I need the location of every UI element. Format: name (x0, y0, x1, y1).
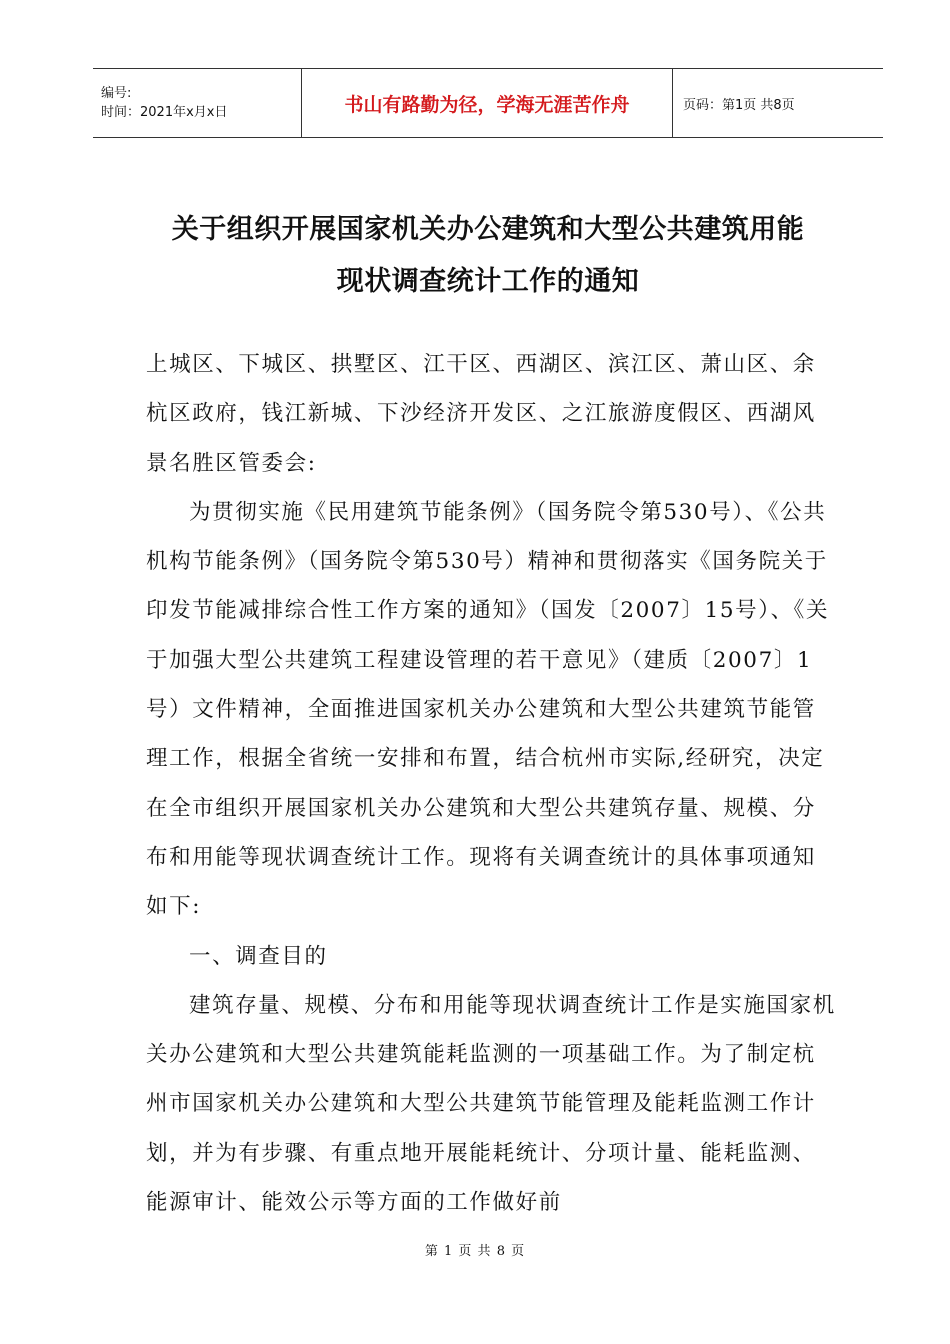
header-motto-cell (302, 69, 673, 137)
number-label: 编号: (101, 86, 132, 101)
header-info-cell (93, 69, 302, 137)
intro-paragraph: 为贯彻实施《民用建筑节能条例》（国务院令第530号）、《公共机构节能条例》（国务院令第530号）精神和贯彻落实《国务院关于印发节能减排综合性工作方案的通知》（国发〔2007〕15号）、《关于加强大型公共建筑工程建设管理的若干意见》（建质〔2007〕1号）文件精神，全面推进国家机关办公建筑和大型公共建筑节能管理工作，根据全省统一安排和布置，结合杭州市实际,经研究，决定在全市组织开展国家机关办公建筑和大型公共建筑存量、规模、分布和用能等现状调查统计工作。现将有关调查统计的具体事项通知如下: (146, 499, 830, 920)
purpose-paragraph: 建筑存量、规模、分布和用能等现状调查统计工作是实施国家机关办公建筑和大型公共建筑能耗监测的一项基础工作。为了制定杭州市国家机关办公建筑和大型公共建筑节能管理及能耗监测工作计划，并为有步骤、有重点地开展能耗统计、分项计量、能耗监测、能源审计、能效公示等方面的工作做好前 (146, 992, 836, 1216)
document-header (93, 68, 883, 138)
section-heading-purpose: 一、调查目的 (189, 943, 328, 969)
motto-text: 书山有路勤为径，学海无涯苦作舟 (344, 93, 630, 116)
document-body (146, 340, 836, 1227)
title-line-2: 现状调查统计工作的通知 (336, 266, 640, 297)
addressee-paragraph: 上城区、下城区、拱墅区、江干区、西湖区、滨江区、萧山区、余杭区政府，钱江新城、下沙经济开发区、之江旅游度假区、西湖风景名胜区管委会: (146, 352, 816, 476)
document-title (93, 204, 883, 308)
page-label: 页码：第1页 共8页 (683, 97, 795, 113)
title-line-1: 关于组织开展国家机关办公建筑和大型公共建筑用能 (171, 214, 805, 245)
time-label: 时间：2021年x月x日 (101, 105, 228, 120)
page-footer: 第 1 页 共 8 页 (424, 1244, 526, 1259)
header-page-cell (673, 69, 883, 137)
